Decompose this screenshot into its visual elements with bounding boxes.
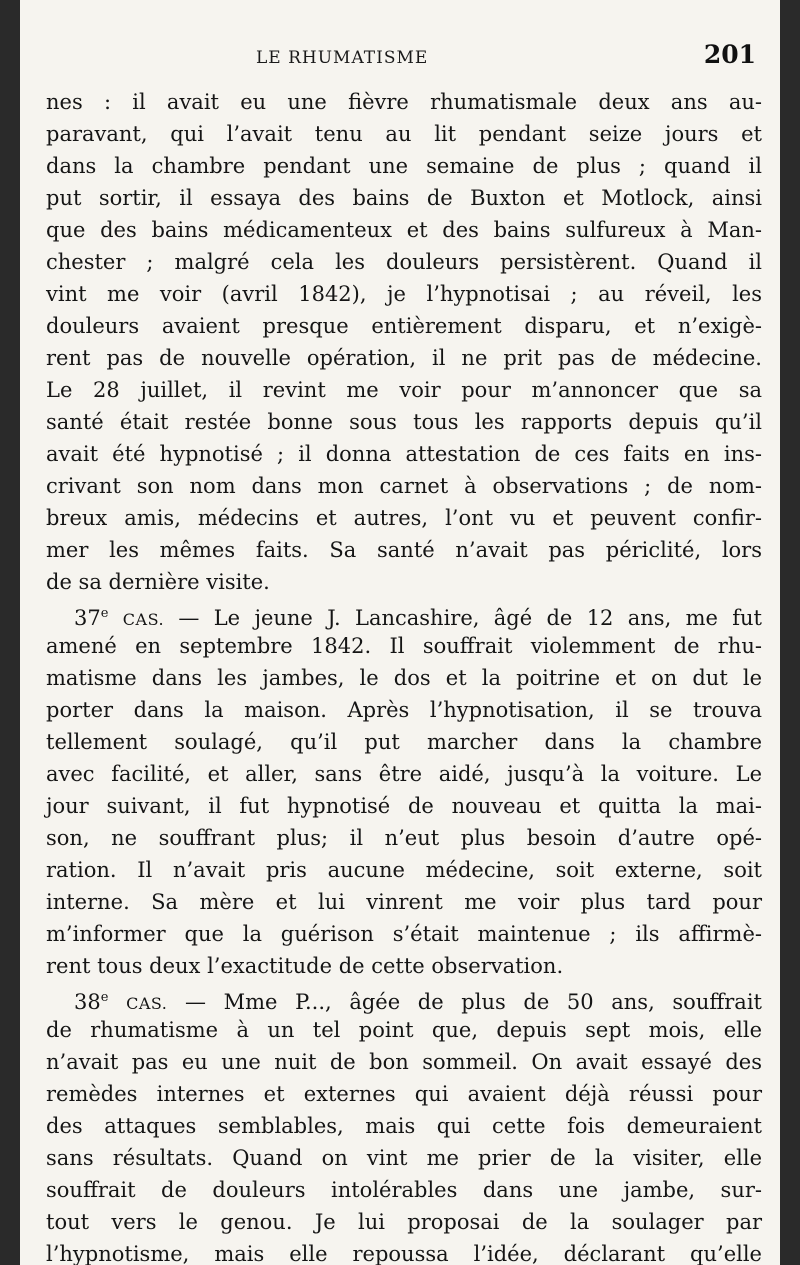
text-line: avec facilité, et aller, sans être aidé, jusqu’à la voiture. Le <box>46 762 762 786</box>
case-37-number: 37 <box>74 606 101 630</box>
text-line: paravant, qui l’avait tenu au lit pendant seize jours et <box>46 122 762 146</box>
text-line: amené en septembre 1842. Il souffrait violemment de rhu- <box>46 634 762 658</box>
text-line: tout vers le genou. Je lui proposai de la soulager par <box>46 1210 762 1234</box>
text-line: dans la chambre pendant une semaine de plus ; quand il <box>46 154 762 178</box>
text-line: son, ne souffrant plus; il n’eut plus besoin d’autre opé- <box>46 826 762 850</box>
case-38-ordinal: e <box>100 990 109 1005</box>
text-line: l’hypnotisme, mais elle repoussa l’idée, déclarant qu’elle <box>46 1242 762 1265</box>
text-line: n’avait pas eu une nuit de bon sommeil. On avait essayé des <box>46 1050 762 1074</box>
case-38-label: CAS. <box>126 994 168 1013</box>
book-page <box>20 0 780 1265</box>
text-line: de sa dernière visite. <box>46 570 270 594</box>
case-37-ordinal: e <box>100 606 109 621</box>
text-line: interne. Sa mère et lui vinrent me voir plus tard pour <box>46 890 762 914</box>
text-line: des attaques semblables, mais qui cette fois demeuraient <box>46 1114 762 1138</box>
text-line: sans résultats. Quand on vint me prier de la visiter, elle <box>46 1146 762 1170</box>
text-line: avait été hypnotisé ; il donna attestation de ces faits en ins- <box>46 442 762 466</box>
text-line: de rhumatisme à un tel point que, depuis sept mois, elle <box>46 1018 762 1042</box>
text-line: souffrait de douleurs intolérables dans une jambe, sur- <box>46 1178 762 1202</box>
case-38-first-line: — Mme P..., âgée de plus de 50 ans, souffrait <box>167 990 762 1014</box>
text-line: matisme dans les jambes, le dos et la poitrine et on dut le <box>46 666 762 690</box>
case-37-first-line: — Le jeune J. Lancashire, âgé de 12 ans, me fut <box>164 606 762 630</box>
text-line: crivant son nom dans mon carnet à observations ; de nom- <box>46 474 762 498</box>
text-line: douleurs avaient presque entièrement disparu, et n’exigè- <box>46 314 762 338</box>
text-line: rent tous deux l’exactitude de cette observation. <box>46 954 564 978</box>
text-line: vint me voir (avril 1842), je l’hypnotisai ; au réveil, les <box>46 282 762 306</box>
text-line: Le 28 juillet, il revint me voir pour m’annoncer que sa <box>46 378 762 402</box>
text-line: rent pas de nouvelle opération, il ne prit pas de médecine. <box>46 346 762 370</box>
text-line: breux amis, médecins et autres, l’ont vu et peuvent confir- <box>46 506 762 530</box>
text-line: nes : il avait eu une fièvre rhumatismale deux ans au- <box>46 90 762 114</box>
text-line: que des bains médicamenteux et des bains sulfureux à Man- <box>46 218 762 242</box>
text-line: mer les mêmes faits. Sa santé n’avait pas périclité, lors <box>46 538 762 562</box>
text-line: put sortir, il essaya des bains de Buxton et Motlock, ainsi <box>46 186 762 210</box>
text-line: tellement soulagé, qu’il put marcher dans la chambre <box>46 730 762 754</box>
page-header <box>20 40 780 80</box>
body-text <box>46 86 762 1265</box>
text-line: ration. Il n’avait pris aucune médecine, soit externe, soit <box>46 858 762 882</box>
case-37-label: CAS. <box>122 610 165 629</box>
text-line: porter dans la maison. Après l’hypnotisation, il se trouva <box>46 698 762 722</box>
running-title: LE RHUMATISME <box>256 48 429 68</box>
text-line: chester ; malgré cela les douleurs persistèrent. Quand il <box>46 250 762 274</box>
text-line: jour suivant, il fut hypnotisé de nouveau et quitta la mai- <box>46 794 762 818</box>
page-number: 201 <box>703 40 756 69</box>
text-line: remèdes internes et externes qui avaient déjà réussi pour <box>46 1082 762 1106</box>
case-37-heading-line <box>46 598 762 630</box>
case-38-heading-line <box>46 982 762 1014</box>
case-38-number: 38 <box>74 990 101 1014</box>
text-line: santé était restée bonne sous tous les rapports depuis qu’il <box>46 410 762 434</box>
text-line: m’informer que la guérison s’était maintenue ; ils affirmè- <box>46 922 762 946</box>
